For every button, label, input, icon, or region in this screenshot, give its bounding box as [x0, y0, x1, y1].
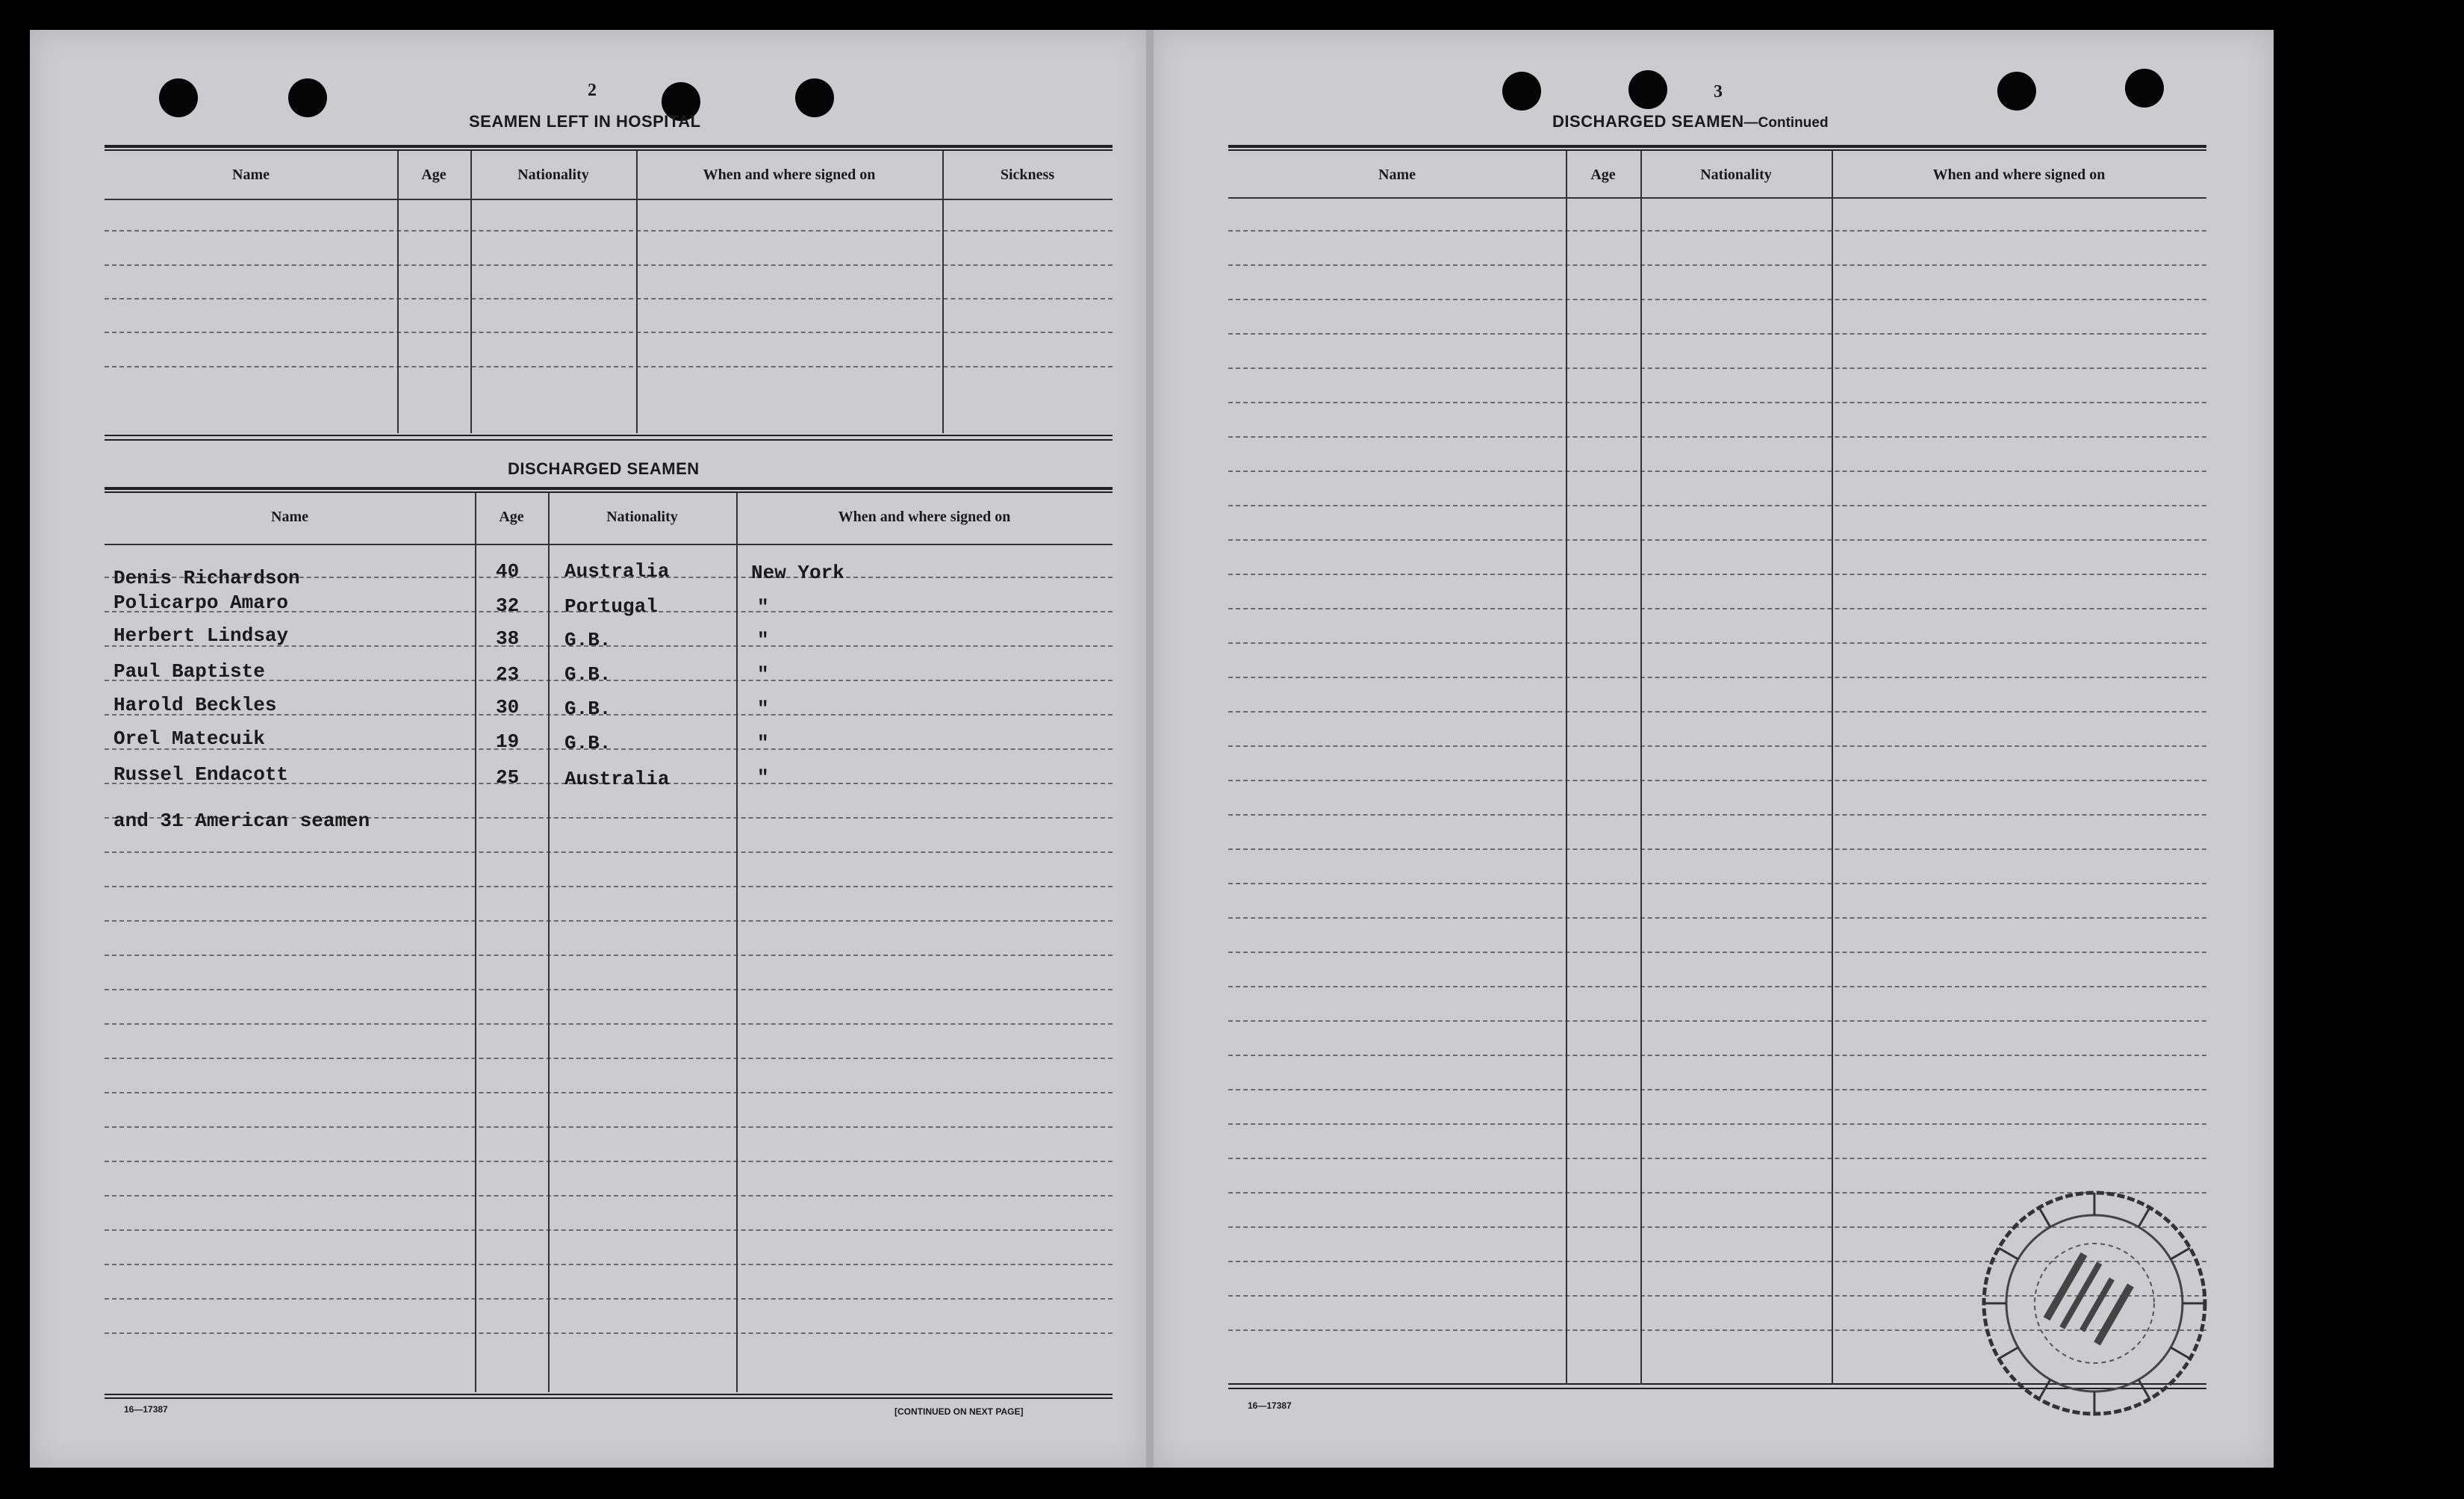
col-header-sickness: Sickness	[1000, 166, 1055, 183]
page-gutter	[1146, 30, 1154, 1468]
col-header-age: Age	[499, 508, 524, 525]
left-page	[30, 30, 1146, 1468]
col-header-name: Name	[1378, 166, 1416, 183]
seaman-name: Paul Baptiste	[113, 660, 265, 683]
seaman-nationality: G.B.	[564, 698, 612, 720]
seaman-age: 23	[496, 663, 520, 686]
seaman-nationality: G.B.	[564, 732, 612, 754]
page-title: DISCHARGED SEAMEN—Continued	[1552, 112, 1829, 131]
seaman-signed-on: "	[757, 663, 769, 686]
col-header-nationality: Nationality	[1700, 166, 1772, 183]
seaman-signed-on: "	[757, 732, 769, 754]
seaman-signed-on: "	[757, 629, 769, 651]
hospital-table	[105, 145, 1113, 441]
seaman-name: Harold Beckles	[113, 694, 277, 716]
form-code: 16—17387	[1248, 1400, 1292, 1411]
seaman-name: Herbert Lindsay	[113, 624, 289, 647]
punch-hole	[159, 78, 198, 117]
seaman-age: 25	[496, 766, 520, 789]
date-stamp-seal	[1975, 1184, 2214, 1423]
punch-hole	[795, 78, 834, 117]
seaman-name: Russel Endacott	[113, 763, 289, 786]
seaman-age: 32	[496, 595, 520, 617]
col-header-nationality: Nationality	[517, 166, 589, 183]
seaman-signed-on: "	[757, 596, 769, 618]
seaman-nationality: G.B.	[564, 663, 612, 686]
page-number: 3	[1714, 82, 1723, 102]
seaman-nationality: Australia	[564, 560, 670, 583]
seaman-age: 30	[496, 696, 520, 719]
right-page	[1154, 30, 2274, 1468]
col-header-age: Age	[421, 166, 447, 183]
punch-hole	[2125, 69, 2164, 108]
seaman-nationality: Australia	[564, 768, 670, 790]
seaman-age: 40	[496, 560, 520, 583]
seaman-age: 19	[496, 730, 520, 753]
discharged-table	[105, 487, 1113, 1398]
seaman-nationality: Portugal	[564, 595, 658, 618]
continued-note: [CONTINUED ON NEXT PAGE]	[895, 1406, 1024, 1417]
punch-hole	[1628, 70, 1667, 109]
seaman-name: Policarpo Amaro	[113, 592, 289, 614]
col-header-age: Age	[1590, 166, 1616, 183]
col-header-name: Name	[232, 166, 270, 183]
col-header-signed-on: When and where signed on	[703, 166, 876, 183]
hospital-section-title: SEAMEN LEFT IN HOSPITAL	[469, 112, 701, 131]
form-code: 16—17387	[124, 1404, 168, 1415]
seaman-name: Orel Matecuik	[113, 727, 265, 750]
seaman-name: Denis Richardson	[113, 567, 300, 589]
punch-hole	[288, 78, 327, 117]
seaman-signed-on: "	[757, 766, 769, 789]
punch-hole	[1997, 72, 2036, 111]
seaman-age: 38	[496, 627, 520, 650]
col-header-signed-on: When and where signed on	[838, 508, 1011, 525]
seaman-nationality: G.B.	[564, 629, 612, 651]
seaman-signed-on: "	[757, 698, 769, 720]
punch-hole	[1502, 72, 1541, 111]
col-header-nationality: Nationality	[606, 508, 678, 525]
seaman-signed-on: New York	[751, 562, 844, 584]
discharged-section-title: DISCHARGED SEAMEN	[508, 459, 700, 478]
page-number: 2	[588, 81, 597, 100]
american-seamen-note: and 31 American seamen	[113, 810, 370, 832]
col-header-name: Name	[271, 508, 308, 525]
col-header-signed-on: When and where signed on	[1932, 166, 2106, 183]
